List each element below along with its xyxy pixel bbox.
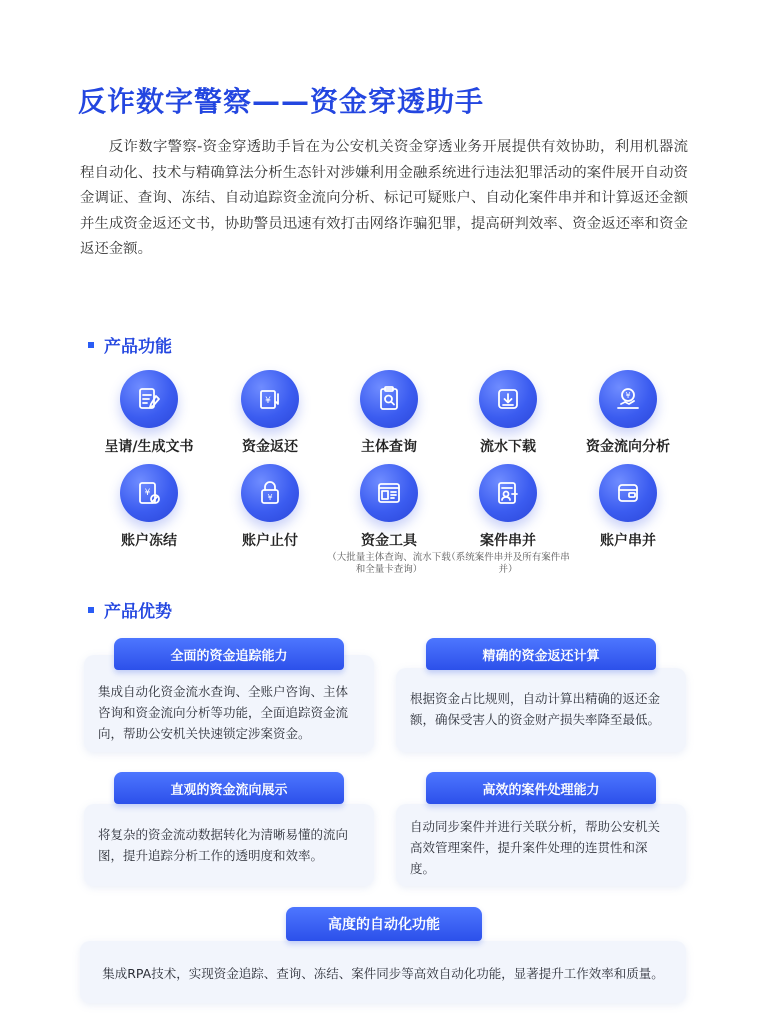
advantage-title-automation: 高度的自动化功能 <box>286 907 482 941</box>
advantage-card-automation: 集成RPA技术，实现资金追踪、查询、冻结、案件同步等高效自动化功能，显著提升工作效率和质量。 <box>80 941 686 1003</box>
money-flow-analysis-icon <box>599 370 657 428</box>
download-icon <box>479 370 537 428</box>
feature-account-merge: 账户串并 <box>566 464 690 550</box>
feature-money-tools: 资金工具 （大批量主体查询、流水下载和全量卡查询） <box>327 464 451 576</box>
advantage-title-visual-flow: 直观的资金流向展示 <box>114 772 344 804</box>
feature-account-freeze: ¥ 账户冻结 <box>87 464 211 550</box>
svg-text:¥: ¥ <box>267 493 273 502</box>
advantage-card-tracking: 集成自动化资金流水查询、全账户咨询、主体咨询和资金流向分析等功能，全面追踪资金流向，帮助公安机关快速锁定涉案资金。 <box>84 655 374 752</box>
feature-statement-download: 流水下载 <box>446 370 570 456</box>
section-marker-icon <box>88 342 94 348</box>
advantage-card-return-calc: 根据资金占比规则，自动计算出精确的返还金额，确保受害人的资金财产损失率降至最低。 <box>396 668 686 752</box>
feature-entity-search: 主体查询 <box>327 370 451 456</box>
money-return-icon <box>241 370 299 428</box>
svg-text:¥: ¥ <box>265 396 271 406</box>
features-heading-text: 产品功能 <box>104 337 172 357</box>
feature-document: 呈请/生成文书 <box>87 370 211 456</box>
svg-text:¥: ¥ <box>144 488 151 498</box>
advantage-title-return-calc: 精确的资金返还计算 <box>426 638 656 670</box>
section-marker-icon <box>88 607 94 613</box>
advantage-title-tracking: 全面的资金追踪能力 <box>114 638 344 670</box>
tools-window-icon <box>360 464 418 522</box>
advantage-card-case-handling: 自动同步案件并进行关联分析，帮助公安机关高效管理案件，提升案件处理的连贯性和深度。 <box>396 804 686 886</box>
intro-paragraph: 反诈数字警察-资金穿透助手旨在为公安机关资金穿透业务开展提供有效协助，利用机器流程自动化、技术与精确算法分析生态针对涉嫌利用金融系统进行违法犯罪活动的案件展开自动资金调证、查询、冻结、自动追踪资金流向分析、标记可疑账户、自动化案件串并和计算返还金额并生成资金返还文书，协助警员迅速有效打击网络诈骗犯罪，提高研判效率、资金返还率和资金返还金额。 <box>80 139 688 257</box>
case-merge-icon <box>479 464 537 522</box>
page-title: 反诈数字警察——资金穿透助手 <box>78 85 485 118</box>
lock-icon <box>241 464 299 522</box>
advantage-title-case-handling: 高效的案件处理能力 <box>426 772 656 804</box>
feature-account-stop-payment: ¥ 账户止付 <box>208 464 332 550</box>
document-edit-icon <box>120 370 178 428</box>
search-document-icon <box>360 370 418 428</box>
feature-flow-analysis: ¥ 资金流向分析 <box>566 370 690 456</box>
svg-text:¥: ¥ <box>625 391 631 400</box>
advantage-card-visual-flow: 将复杂的资金流动数据转化为清晰易懂的流向图，提升追踪分析工作的透明度和效率。 <box>84 804 374 886</box>
advantages-heading-text: 产品优势 <box>104 602 172 622</box>
feature-case-merge: 案件串并 （系统案件串并及所有案件串并） <box>446 464 570 576</box>
feature-money-return: ¥ 资金返还 <box>208 370 332 456</box>
features-heading <box>88 332 172 357</box>
account-merge-icon <box>599 464 657 522</box>
advantages-heading <box>88 597 172 622</box>
account-freeze-icon <box>120 464 178 522</box>
